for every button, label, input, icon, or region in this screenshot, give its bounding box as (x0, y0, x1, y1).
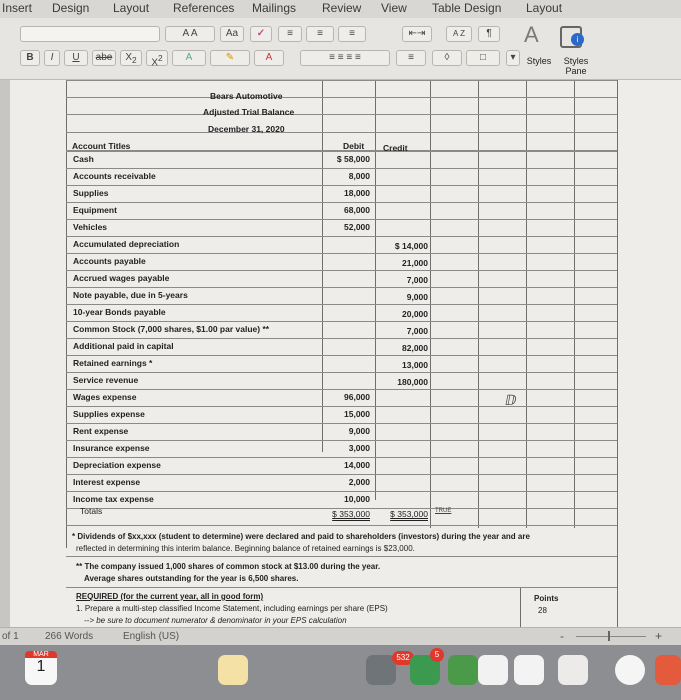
header-account-titles: Account Titles (72, 141, 131, 151)
table-border (617, 80, 618, 627)
tab-mailings[interactable]: Mailings (252, 1, 297, 15)
numbers-app-icon[interactable] (514, 655, 544, 685)
debit-amount: 18,000 (344, 188, 370, 198)
zoom-in-button[interactable]: + (655, 629, 663, 643)
account-title: Note payable, due in 5-years (73, 290, 188, 300)
zoom-slider-thumb[interactable] (608, 631, 610, 641)
text-effects-icon[interactable]: A (524, 22, 539, 47)
calendar-month: MAR (25, 651, 57, 658)
table-row-line (66, 114, 617, 115)
account-title: Vehicles (73, 222, 108, 232)
italic-button[interactable]: I (44, 50, 60, 66)
status-bar (0, 627, 681, 645)
ribbon-dropdown-button[interactable]: ▾ (506, 50, 520, 66)
note-stock-line1: ** The company issued 1,000 shares of common stock at $13.00 during the year. (76, 562, 381, 571)
text-case-button[interactable]: Aa (220, 26, 244, 42)
debit-amount: 2,000 (348, 477, 370, 487)
font-size-buttons (165, 26, 215, 42)
debit-amount: 68,000 (344, 205, 370, 215)
table-row-line (66, 185, 617, 186)
table-row-line (66, 168, 617, 169)
totals-check-flag: TRUE (435, 508, 452, 514)
table-row-line (66, 80, 617, 81)
styles-label[interactable]: Styles (526, 56, 552, 66)
debit-amount: 8,000 (348, 171, 370, 181)
note-dividends-line1: * Dividends of $xx,xxx (student to determine) were declared and paid to shareholders (investors) during the year and are (72, 532, 530, 541)
credit-amount: 13,000 (402, 360, 428, 370)
account-title: Insurance expense (73, 443, 150, 453)
table-row-line (66, 202, 617, 203)
word-count[interactable]: 266 Words (45, 631, 94, 642)
font-name-field[interactable] (20, 26, 160, 42)
tab-references[interactable]: References (173, 1, 235, 15)
table-border (375, 80, 376, 500)
unread-count-badge: 532 (392, 651, 414, 665)
numbering-button[interactable]: ≡ (306, 26, 334, 42)
table-row-line (66, 440, 617, 441)
table-row-line (66, 132, 617, 133)
calendar-app-icon[interactable] (25, 651, 57, 685)
subscript-mark: 2 (132, 55, 137, 65)
points-border (520, 588, 521, 627)
underline-button[interactable]: U (64, 50, 88, 66)
table-row-line (66, 219, 617, 220)
info-badge-icon: i (571, 33, 584, 46)
account-title: Wages expense (73, 392, 137, 402)
credit-amount: 7,000 (406, 326, 428, 336)
totals-credit: $ 353,000 (390, 509, 428, 519)
points-label: Points (534, 594, 559, 603)
account-title: Retained earnings * (73, 358, 153, 368)
table-row-line (66, 270, 617, 271)
header-debit: Debit (343, 141, 365, 151)
music-app-icon[interactable] (615, 655, 645, 685)
text-effects-button[interactable]: A (172, 50, 206, 66)
statement-title: Adjusted Trial Balance (203, 107, 295, 117)
account-title: Depreciation expense (73, 460, 161, 470)
tab-table-layout[interactable]: Layout (526, 1, 563, 15)
subscript-x: X (125, 52, 133, 63)
points-value: 28 (538, 606, 547, 615)
table-row-line (66, 97, 617, 98)
debit-amount: 15,000 (344, 409, 370, 419)
calendar-app-icon-2[interactable] (478, 655, 508, 685)
highlight-button[interactable]: ✎ (210, 50, 250, 66)
superscript-button[interactable] (146, 50, 168, 69)
credit-amount: 20,000 (402, 309, 428, 319)
subscript-button[interactable] (120, 50, 142, 66)
page-count[interactable]: of 1 (2, 631, 19, 642)
zoom-out-button[interactable]: - (560, 629, 564, 643)
zoom-slider[interactable] (576, 636, 646, 637)
account-title: Supplies expense (73, 409, 145, 419)
debit-amount: 14,000 (344, 460, 370, 470)
tab-design[interactable]: Design (52, 1, 90, 15)
account-title: Cash (73, 154, 94, 164)
table-row-line (66, 372, 617, 373)
calendar-day: 1 (36, 658, 46, 675)
table-row-line (66, 406, 617, 407)
account-title: Income tax expense (73, 494, 154, 504)
tab-layout[interactable]: Layout (113, 1, 150, 15)
table-row-line (66, 355, 617, 356)
account-title: Interest expense (73, 477, 141, 487)
alignment-buttons[interactable]: ≡ ≡ ≡ ≡ (300, 50, 390, 66)
account-title: Accounts receivable (73, 171, 156, 181)
notes-app-icon[interactable] (218, 655, 248, 685)
borders-button[interactable]: □ (466, 50, 500, 66)
table-row-line (66, 389, 617, 390)
account-title: Service revenue (73, 375, 139, 385)
table-row-line (66, 338, 617, 339)
show-formatting-button[interactable]: ¶ (478, 26, 500, 42)
account-title: Common Stock (7,000 shares, $1.00 par value) ** (73, 324, 270, 334)
note-dividends-line2: reflected in determining this interim balance. Beginning balance of retained earnings is $23,000. (76, 544, 415, 553)
account-title: Additional paid in capital (73, 341, 174, 351)
bold-button[interactable]: B (20, 50, 40, 66)
statement-date: December 31, 2020 (208, 124, 285, 134)
bullets-button[interactable]: ≡ (278, 26, 302, 42)
required-item-1: 1. Prepare a multi-step classified Income Statement, including earnings per share (EPS) (76, 604, 388, 613)
note-divider (66, 556, 617, 557)
note-divider (66, 587, 617, 588)
account-title: Rent expense (73, 426, 129, 436)
multilevel-list-button[interactable]: ≡ (338, 26, 366, 42)
ribbon-tab-bar (0, 0, 681, 18)
tab-insert[interactable]: Insert (2, 1, 33, 15)
credit-amount: 9,000 (406, 292, 428, 302)
table-row-line (66, 151, 617, 152)
line-spacing-button[interactable]: ≡ (396, 50, 426, 66)
document-page[interactable] (10, 80, 681, 627)
table-row-line (66, 457, 617, 458)
company-name: Bears Automotive (210, 91, 283, 101)
tab-table-design[interactable]: Table Design (432, 1, 502, 15)
required-heading: REQUIRED (for the current year, all in good form) (76, 592, 264, 601)
mac-dock (0, 645, 681, 700)
required-item-1-note: --> be sure to document numerator & denominator in your EPS calculation (84, 616, 347, 625)
credit-amount: 82,000 (402, 343, 428, 353)
keynote-app-icon[interactable] (558, 655, 588, 685)
ribbon-toolbar (0, 18, 681, 80)
credit-amount: $ 14,000 (394, 241, 428, 251)
sort-button[interactable]: A Z (446, 26, 472, 42)
account-title: Accumulated depreciation (73, 239, 180, 249)
table-row-line (66, 423, 617, 424)
superscript-x: X (151, 57, 159, 69)
totals-label: Totals (80, 506, 103, 516)
table-row-line (66, 287, 617, 288)
debit-amount: 10,000 (344, 494, 370, 504)
credit-amount: 21,000 (402, 258, 428, 268)
font-color-button[interactable]: A (254, 50, 284, 66)
language-indicator[interactable]: English (US) (123, 631, 180, 642)
credit-amount: 180,000 (397, 377, 428, 387)
table-row-line (66, 304, 617, 305)
account-title: 10-year Bonds payable (73, 307, 166, 317)
text-cursor-icon: ⅅ (505, 392, 517, 408)
account-title: Accrued wages payable (73, 273, 170, 283)
table-row-line (66, 321, 617, 322)
tab-review[interactable]: Review (322, 1, 362, 15)
totals-debit: $ 353,000 (332, 509, 370, 519)
note-stock-line2: Average shares outstanding for the year is 6,500 shares. (84, 574, 299, 583)
debit-amount: 9,000 (348, 426, 370, 436)
tab-view[interactable]: View (381, 1, 407, 15)
word-app-icon[interactable] (655, 655, 681, 685)
debit-amount: 3,000 (348, 443, 370, 453)
debit-amount: 52,000 (344, 222, 370, 232)
header-credit: Credit (383, 143, 408, 153)
grow-font-button[interactable]: A (182, 28, 189, 39)
styles-pane-label[interactable]: Styles Pane (563, 56, 589, 76)
shading-button[interactable]: ◊ (432, 50, 462, 66)
account-title: Supplies (73, 188, 109, 198)
table-row-line (66, 491, 617, 492)
table-row-line (66, 253, 617, 254)
indent-buttons[interactable]: ⇤⇥ (402, 26, 432, 42)
account-title: Equipment (73, 205, 117, 215)
strikethrough-button[interactable]: abe (92, 50, 116, 66)
table-row-line (66, 474, 617, 475)
messages-badge: 5 (430, 648, 444, 662)
clear-format-button[interactable]: ✓ (250, 26, 272, 42)
table-row-line (66, 236, 617, 237)
account-title: Accounts payable (73, 256, 146, 266)
facetime-app-icon[interactable] (448, 655, 478, 685)
superscript-mark: 2 (158, 53, 163, 63)
debit-amount: $ 58,000 (336, 154, 370, 164)
debit-amount: 96,000 (344, 392, 370, 402)
table-row-line (66, 525, 617, 526)
shrink-font-button[interactable]: A (190, 28, 198, 39)
credit-amount: 7,000 (406, 275, 428, 285)
